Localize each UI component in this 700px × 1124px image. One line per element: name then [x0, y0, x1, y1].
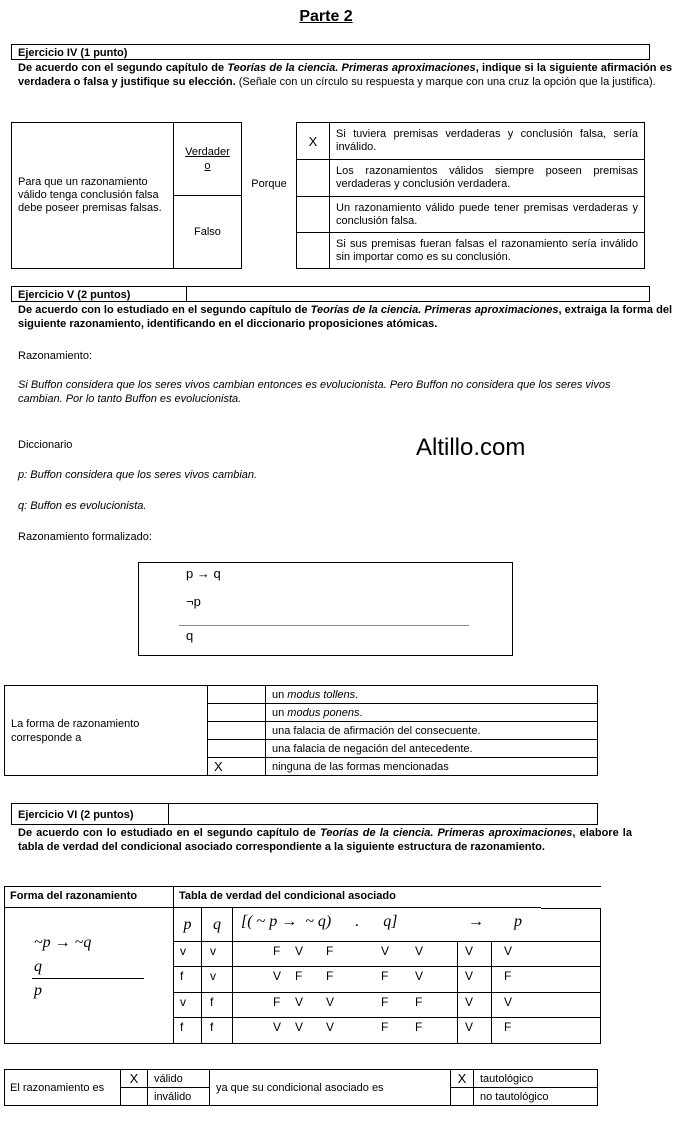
- truth-cell-imp: V: [295, 1020, 304, 1034]
- ex5-intro-post: , extraiga la forma del siguiente razonamiento, identificando en el diccionario proposiciones atómicas.: [18, 304, 672, 330]
- ex6-intro-book: Teorías de la ciencia. Primeras aproximaciones: [319, 827, 573, 839]
- truth-cell-q: v: [210, 944, 216, 958]
- truth-cell-p: f: [180, 1020, 184, 1034]
- forma-label: La forma de razonamiento corresponde a: [5, 686, 208, 776]
- forma-option: un modus tollens.: [266, 686, 598, 704]
- final-table: [4, 1069, 598, 1106]
- truth-cell-pc: F: [504, 969, 512, 983]
- ex4-statement: Para que un razonamiento válido tenga conclusión falsa debe poseer premisas falsas.: [12, 123, 174, 269]
- truth-cell-np: F: [273, 995, 281, 1009]
- ex4-statement-table: [11, 122, 242, 269]
- forma-mark[interactable]: X: [208, 758, 266, 776]
- truth-cell-q: f: [210, 995, 214, 1009]
- verdadero-label-end: o: [204, 160, 211, 172]
- truth-cell-conj: F: [381, 995, 389, 1009]
- truth-cell-main: V: [465, 944, 474, 958]
- page-title: Parte 2: [299, 8, 353, 25]
- truth-cell-pc: F: [504, 1020, 512, 1034]
- forma-option: una falacia de afirmación del consecuente.: [266, 722, 598, 740]
- forma-option: un modus ponens.: [266, 704, 598, 722]
- ex4-option-mark[interactable]: [297, 197, 330, 233]
- dict-p-label: p: [18, 469, 25, 481]
- truth-cell-q: f: [210, 1020, 214, 1034]
- ex4-intro-normal: (Señale con un círculo su respuesta y marque con una cruz la opción que la justifica).: [235, 75, 656, 88]
- conclusion-line: [179, 625, 469, 626]
- truth-cell-np: V: [273, 969, 282, 983]
- ex4-option-text: Un razonamiento válido puede tener premisas verdaderas y conclusión falsa.: [330, 197, 645, 233]
- diccionario-label: Diccionario: [18, 439, 73, 451]
- form-line: [32, 978, 144, 979]
- forma-mark[interactable]: [208, 722, 266, 740]
- ex6-intro: [18, 827, 632, 854]
- forma-mark[interactable]: [208, 686, 266, 704]
- ex4-intro-book: Teorías de la ciencia. Primeras aproximaciones: [227, 62, 476, 74]
- ex5-intro-pre: De acuerdo con lo estudiado en el segundo capítulo de: [18, 304, 311, 316]
- forma-mark[interactable]: [208, 740, 266, 758]
- truth-cell-q2: F: [415, 995, 423, 1009]
- truth-cell-q2: V: [415, 969, 424, 983]
- forma-option: ninguna de las formas mencionadas: [266, 758, 598, 776]
- form-premise-2: q: [34, 958, 42, 975]
- truth-cell-np: V: [273, 1020, 282, 1034]
- ex6-intro-pre: De acuerdo con lo estudiado en el segundo capítulo de: [18, 827, 320, 839]
- ex6-intro-post: , elabore la tabla de verdad del condicional asociado correspondiente a la siguiente estructura de razonamiento.: [18, 827, 632, 853]
- col-forma-header: Forma del razonamiento: [10, 890, 138, 902]
- col-tabla-header: Tabla de verdad del condicional asociado: [179, 890, 396, 902]
- truth-cell-main: V: [465, 1020, 474, 1034]
- ex4-header: Ejercicio IV (1 punto): [11, 44, 650, 60]
- tauto-label: tautológico: [474, 1070, 598, 1088]
- notauto-label: no tautológico: [474, 1088, 598, 1106]
- ex4-option-mark[interactable]: [297, 233, 330, 269]
- valido-mark[interactable]: X: [121, 1070, 148, 1088]
- head-arrow: →: [468, 913, 484, 930]
- tauto-mark[interactable]: X: [451, 1070, 474, 1088]
- ex6-header-text: Ejercicio VI (2 puntos): [18, 809, 134, 821]
- forma-option: una falacia de negación del antecedente.: [266, 740, 598, 758]
- truth-cell-np: F: [273, 944, 281, 958]
- truth-cell-conj: F: [381, 969, 389, 983]
- truth-cell-nq: F: [326, 944, 334, 958]
- ex5-intro-book: Teorías de la ciencia. Primeras aproximaciones: [310, 304, 559, 316]
- ex6-header: [11, 803, 598, 825]
- porque-label: Porque: [251, 178, 287, 190]
- razonamiento-label: Razonamiento:: [18, 350, 92, 362]
- truth-cell-main: V: [465, 995, 474, 1009]
- conclusion: q: [186, 628, 194, 643]
- form-premise-1: ~p → ~q: [34, 934, 92, 951]
- formalized-box: [138, 562, 513, 656]
- head-formula: [( ~ p → ~ q) . q]: [241, 913, 398, 930]
- ex5-header-divider: [186, 286, 187, 302]
- truth-cell-q2: F: [415, 1020, 423, 1034]
- notauto-mark[interactable]: [451, 1088, 474, 1106]
- truth-cell-imp: F: [295, 969, 303, 983]
- head-q: q: [213, 916, 221, 933]
- truth-cell-conj: F: [381, 1020, 389, 1034]
- ex4-option-text: Los razonamientos válidos siempre poseen premisas verdaderas y conclusión verdadera.: [330, 160, 645, 197]
- formalizado-label: Razonamiento formalizado:: [18, 531, 152, 543]
- ex4-option-text: Si tuviera premisas verdaderas y conclusión falsa, sería inválido.: [330, 123, 645, 160]
- watermark: Altillo.com: [416, 434, 526, 461]
- forma-table: [4, 685, 598, 776]
- truth-cell-imp: V: [295, 995, 304, 1009]
- dict-q: [18, 500, 146, 512]
- verdadero-cell[interactable]: [173, 123, 241, 196]
- truth-cell-p: f: [180, 969, 184, 983]
- ex4-intro: [18, 62, 672, 89]
- head-p2: p: [514, 913, 522, 930]
- ex5-header-text: Ejercicio V (2 puntos): [18, 289, 131, 301]
- truth-cell-pc: V: [504, 944, 513, 958]
- ex5-intro: [18, 304, 672, 331]
- invalido-label: inválido: [148, 1088, 210, 1106]
- truth-cell-nq: V: [326, 1020, 335, 1034]
- razonamiento-text: Si Buffon considera que los seres vivos cambian entonces es evolucionista. Pero Buffon no considera que los seres vivos cambian. Por lo tanto Buffon es evolucionista.: [18, 379, 611, 405]
- verdadero-label: Verdader: [185, 146, 230, 158]
- ex5-header: [11, 286, 650, 302]
- dict-p: [18, 469, 257, 481]
- truth-cell-p: v: [180, 944, 186, 958]
- truth-cell-nq: V: [326, 995, 335, 1009]
- truth-table: [4, 886, 601, 1044]
- falso-cell[interactable]: Falso: [173, 196, 241, 269]
- truth-cell-main: V: [465, 969, 474, 983]
- dict-q-label: q: [18, 500, 25, 512]
- form-conclusion: p: [34, 982, 42, 999]
- premise-2: ¬p: [186, 594, 201, 609]
- premise-1: p → q: [186, 566, 221, 581]
- truth-cell-q2: V: [415, 944, 424, 958]
- ex4-option-mark[interactable]: [297, 160, 330, 197]
- valido-label: válido: [148, 1070, 210, 1088]
- truth-cell-conj: V: [381, 944, 390, 958]
- truth-cell-q: v: [210, 969, 216, 983]
- head-p: p: [183, 916, 192, 933]
- truth-cell-nq: F: [326, 969, 334, 983]
- dict-q-text: : Buffon es evolucionista.: [24, 500, 147, 512]
- ex4-option-text: Si sus premisas fueran falsas el razonamiento sería inválido sin importar como es su conclusión.: [330, 233, 645, 269]
- truth-cell-imp: V: [295, 944, 304, 958]
- final-label: El razonamiento es: [5, 1070, 121, 1106]
- ex4-options-table: [296, 122, 645, 269]
- ex4-intro-post: , indique si la siguiente afirmación es verdadera o falsa y justifique su elección.: [18, 62, 673, 88]
- final-middle: ya que su condicional asociado es: [210, 1070, 451, 1106]
- truth-cell-pc: V: [504, 995, 513, 1009]
- invalido-mark[interactable]: [121, 1088, 148, 1106]
- truth-cell-p: v: [180, 995, 186, 1009]
- ex6-header-divider: [168, 803, 169, 825]
- ex4-intro-pre: De acuerdo con el segundo capítulo de: [18, 62, 228, 74]
- dict-p-text: : Buffon considera que los seres vivos cambian.: [24, 469, 258, 481]
- forma-mark[interactable]: [208, 704, 266, 722]
- ex4-option-mark[interactable]: X: [297, 123, 330, 160]
